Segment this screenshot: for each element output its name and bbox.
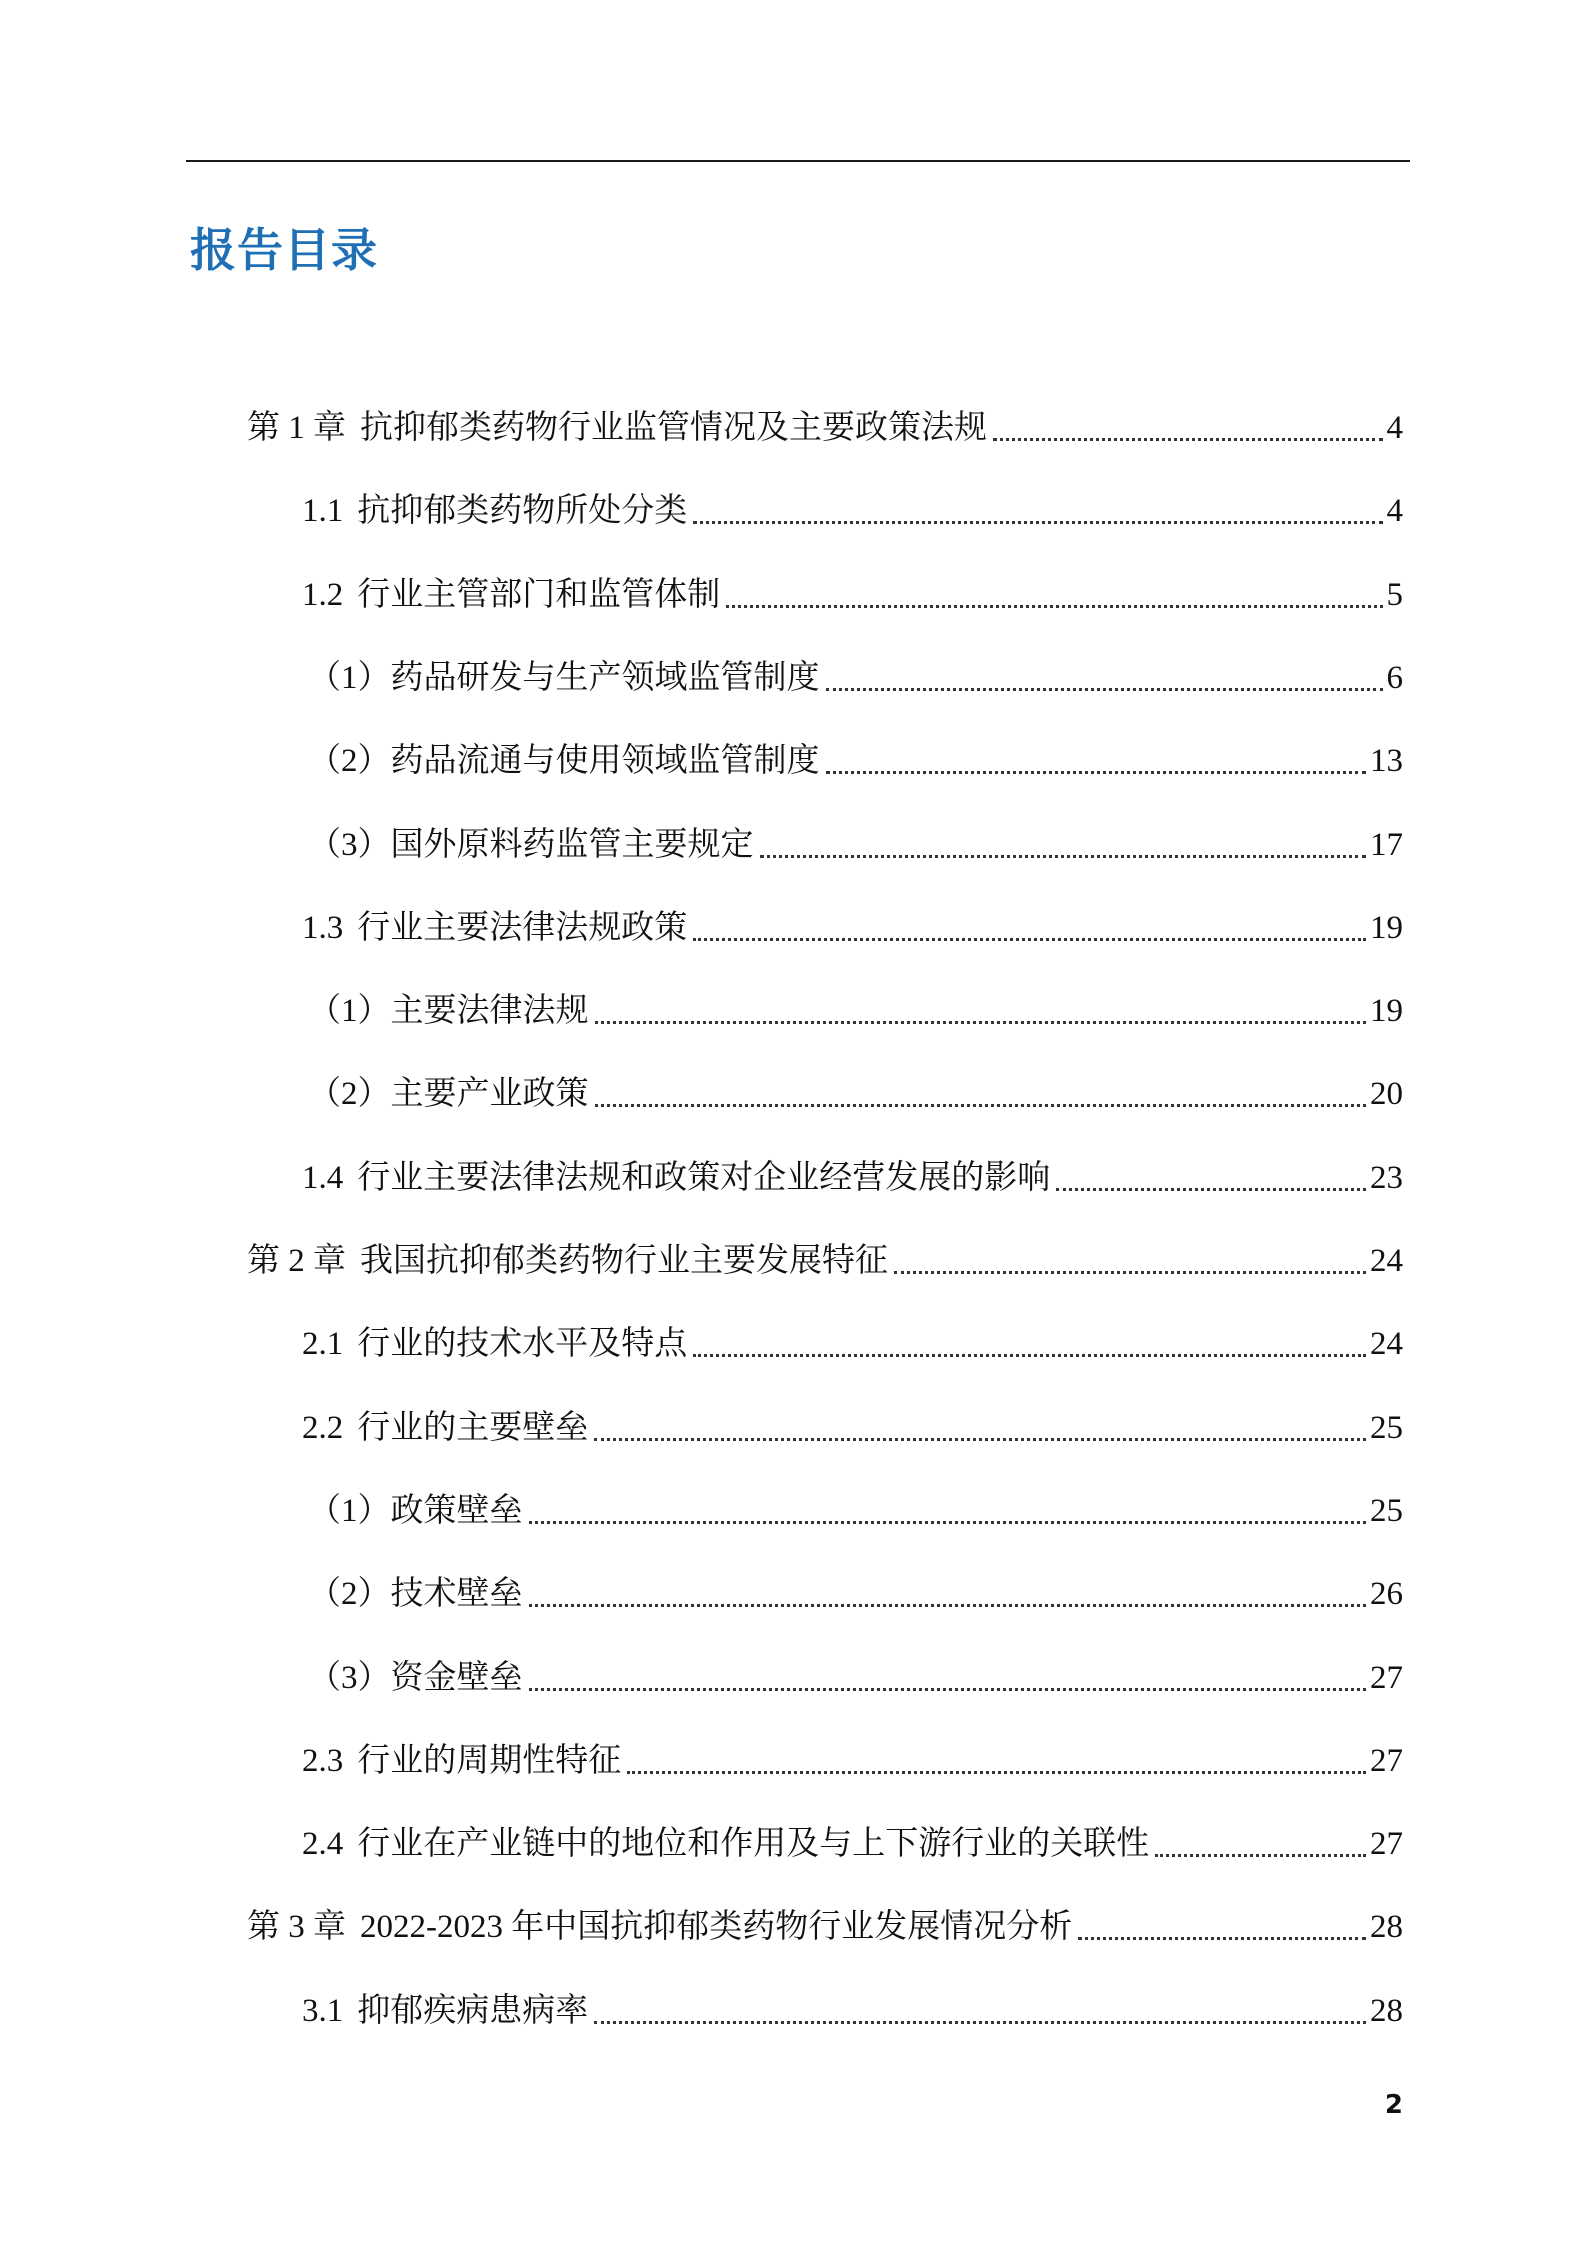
page-title: 报告目录 (190, 223, 378, 277)
toc-entry[interactable] (302, 1306, 1403, 1366)
toc-leader-dots (1078, 1936, 1366, 1940)
toc-entry-title: 药品研发与生产领域监管制度 (390, 660, 820, 696)
toc-entry-number: （3） (308, 1660, 391, 1696)
toc-entry-page: 26 (1370, 1576, 1403, 1612)
toc-entry-title: 主要法律法规 (390, 993, 589, 1029)
toc-entry-title: 政策壁垒 (390, 1493, 523, 1529)
toc-leader-dots (826, 687, 1383, 691)
toc-entry-number: 1.1 (302, 493, 344, 529)
toc-entry-page: 24 (1370, 1243, 1403, 1279)
toc-leader-dots (529, 1687, 1367, 1691)
toc-entry-number: （3） (308, 827, 391, 863)
toc-entry-page: 24 (1370, 1326, 1403, 1362)
toc-entry[interactable] (247, 390, 1403, 450)
toc-entry-page: 19 (1370, 910, 1403, 946)
toc-entry-number: 1.2 (302, 577, 344, 613)
toc-entry-page: 13 (1370, 743, 1403, 779)
toc-entry-number: （2） (308, 1076, 391, 1112)
toc-entry[interactable] (302, 1390, 1403, 1450)
toc-entry-number: 第 2 章 (247, 1243, 346, 1279)
toc-entry-number: 1.3 (302, 910, 344, 946)
toc-leader-dots (726, 604, 1382, 608)
toc-entry-title: 抑郁疾病患病率 (357, 1993, 589, 2029)
toc-entry-number: 2.4 (302, 1826, 344, 1862)
toc-leader-dots (693, 520, 1382, 524)
toc-entry-page: 17 (1370, 827, 1403, 863)
toc-entry-title: 资金壁垒 (390, 1660, 523, 1696)
header-rule (186, 160, 1410, 162)
toc-entry[interactable] (308, 1473, 1403, 1533)
toc-leader-dots (594, 1437, 1366, 1441)
toc-entry-title: 行业的技术水平及特点 (357, 1326, 688, 1362)
toc-entry-title: 国外原料药监管主要规定 (390, 827, 754, 863)
toc-entry-title: 技术壁垒 (390, 1576, 523, 1612)
toc-entry-page: 4 (1386, 493, 1403, 529)
toc-entry[interactable] (302, 1140, 1403, 1200)
toc-leader-dots (693, 1353, 1366, 1357)
toc-entry-page: 25 (1370, 1493, 1403, 1529)
toc-leader-dots (595, 1103, 1367, 1107)
toc-entry-number: 2.2 (302, 1410, 344, 1446)
toc-leader-dots (826, 770, 1367, 774)
toc-leader-dots (1056, 1187, 1366, 1191)
toc-entry-number: （1） (308, 660, 391, 696)
toc-entry-number: 2.3 (302, 1743, 344, 1779)
toc-entry[interactable] (302, 557, 1403, 617)
toc-entry-title: 抗抑郁类药物所处分类 (357, 493, 688, 529)
toc-entry-page: 23 (1370, 1160, 1403, 1196)
toc-entry[interactable] (302, 1973, 1403, 2033)
toc-entry-number: （2） (308, 743, 391, 779)
toc-entry-number: 1.4 (302, 1160, 344, 1196)
toc-entry[interactable] (308, 1556, 1403, 1616)
toc-entry-page: 20 (1370, 1076, 1403, 1112)
toc-entry[interactable] (302, 473, 1403, 533)
toc-leader-dots (693, 937, 1366, 941)
toc-leader-dots (627, 1770, 1366, 1774)
toc-entry-page: 27 (1370, 1826, 1403, 1862)
toc-leader-dots (595, 1020, 1367, 1024)
toc-entry-title: 主要产业政策 (390, 1076, 589, 1112)
toc-entry[interactable] (302, 1806, 1403, 1866)
toc-entry-title: 药品流通与使用领域监管制度 (390, 743, 820, 779)
toc-entry-title: 行业的周期性特征 (357, 1743, 622, 1779)
toc-entry[interactable] (247, 1223, 1403, 1283)
toc-entry-page: 28 (1370, 1993, 1403, 2029)
page-number: 2 (1384, 2090, 1403, 2120)
toc-leader-dots (594, 2020, 1366, 2024)
toc-entry-title: 2022-2023 年中国抗抑郁类药物行业发展情况分析 (360, 1909, 1073, 1945)
toc-entry-number: （2） (308, 1576, 391, 1612)
toc-entry-page: 6 (1386, 660, 1403, 696)
toc-entry[interactable] (308, 807, 1403, 867)
toc-entry-title: 行业主管部门和监管体制 (357, 577, 721, 613)
toc-leader-dots (894, 1270, 1366, 1274)
toc-entry[interactable] (308, 640, 1403, 700)
toc-entry-number: （1） (308, 1493, 391, 1529)
toc-entry-number: （1） (308, 993, 391, 1029)
toc-entry-number: 第 1 章 (247, 410, 346, 446)
toc-leader-dots (1155, 1853, 1366, 1857)
toc-leader-dots (993, 437, 1383, 441)
toc-leader-dots (529, 1520, 1367, 1524)
toc-entry-title: 抗抑郁类药物行业监管情况及主要政策法规 (360, 410, 987, 446)
toc-entry-page: 27 (1370, 1660, 1403, 1696)
toc-entry[interactable] (302, 890, 1403, 950)
toc-entry[interactable] (247, 1889, 1403, 1949)
toc-leader-dots (529, 1603, 1367, 1607)
toc-entry-page: 27 (1370, 1743, 1403, 1779)
toc-entry[interactable] (308, 1056, 1403, 1116)
toc-entry[interactable] (308, 1640, 1403, 1700)
toc-entry[interactable] (308, 723, 1403, 783)
toc-leader-dots (760, 854, 1367, 858)
toc-entry-title: 行业主要法律法规和政策对企业经营发展的影响 (357, 1160, 1051, 1196)
toc-entry-title: 行业的主要壁垒 (357, 1410, 589, 1446)
toc-entry-number: 第 3 章 (247, 1909, 346, 1945)
toc-entry-page: 19 (1370, 993, 1403, 1029)
toc-entry-title: 行业在产业链中的地位和作用及与上下游行业的关联性 (357, 1826, 1150, 1862)
toc-entry-title: 我国抗抑郁类药物行业主要发展特征 (360, 1243, 888, 1279)
toc-entry-page: 25 (1370, 1410, 1403, 1446)
toc-entry-number: 3.1 (302, 1993, 344, 2029)
toc-entry[interactable] (308, 973, 1403, 1033)
toc-entry-title: 行业主要法律法规政策 (357, 910, 688, 946)
toc-entry-page: 28 (1370, 1909, 1403, 1945)
toc-entry-page: 5 (1386, 577, 1403, 613)
toc-entry[interactable] (302, 1723, 1403, 1783)
toc-entry-number: 2.1 (302, 1326, 344, 1362)
toc-entry-page: 4 (1386, 410, 1403, 446)
